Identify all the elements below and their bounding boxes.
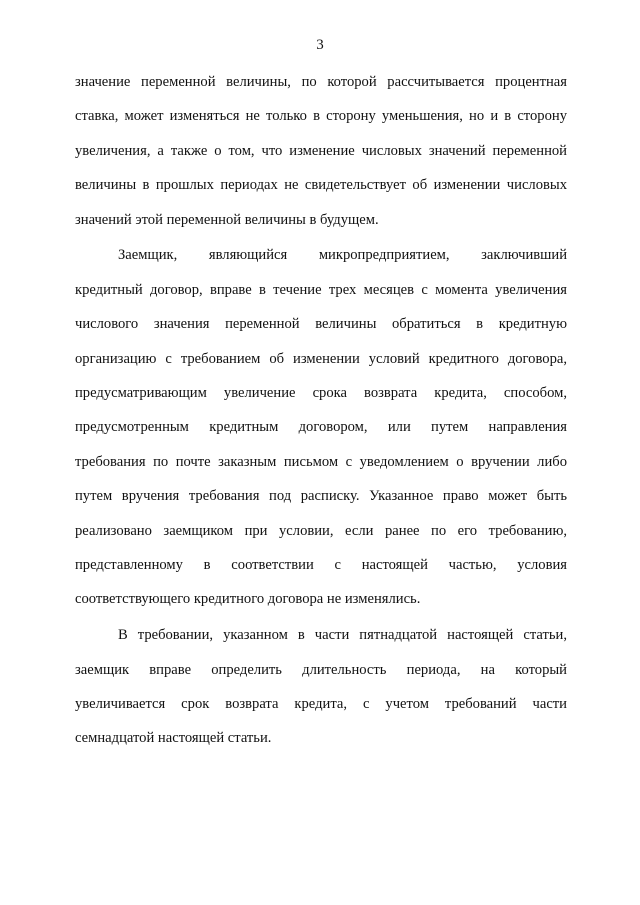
- paragraph-2-line: реализовано заемщиком при условии, если ранее по его требованию,: [75, 522, 567, 539]
- page-number: 3: [316, 37, 324, 53]
- paragraph-2-line: путем вручения требования под расписку. Указанное право может быть: [75, 488, 567, 505]
- paragraph-2-line: Заемщик, являющийся микропредприятием, заключивший: [118, 247, 567, 264]
- paragraph-2-line: требования по почте заказным письмом с уведомлением о вручении либо: [75, 453, 567, 470]
- paragraph-2-line: представленному в соответствии с настоящей частью, условия: [75, 556, 567, 573]
- paragraph-2-line: кредитный договор, вправе в течение трех месяцев с момента увеличения: [75, 281, 567, 298]
- paragraph-3-line: семнадцатой настоящей статьи.: [75, 730, 272, 747]
- paragraph-2-line: числового значения переменной величины обратиться в кредитную: [75, 316, 567, 333]
- paragraph-1-line: значений этой переменной величины в будущем.: [75, 211, 379, 228]
- paragraph-1-line: значение переменной величины, по которой рассчитывается процентная: [75, 74, 567, 90]
- paragraph-3-line: увеличивается срок возврата кредита, с учетом требований части: [75, 696, 567, 713]
- paragraph-2-line: соответствующего кредитного договора не изменялись.: [75, 591, 421, 608]
- paragraph-1-line: величины в прошлых периодах не свидетельствует об изменении числовых: [75, 177, 567, 194]
- document-body: [75, 69, 567, 760]
- paragraph-3-line: В требовании, указанном в части пятнадцатой настоящей статьи,: [118, 627, 567, 644]
- paragraph-2-line: предусматривающим увеличение срока возврата кредита, способом,: [75, 385, 567, 402]
- paragraph-2-line: предусмотренным кредитным договором, или путем направления: [75, 419, 567, 436]
- paragraph-3-line: заемщик вправе определить длительность периода, на который: [75, 661, 567, 678]
- paragraph-1-line: увеличения, а также о том, что изменение числовых значений переменной: [75, 142, 567, 159]
- paragraph-1-line: ставка, может изменяться не только в сторону уменьшения, но и в сторону: [75, 108, 567, 125]
- paragraph-2-line: организацию с требованием об изменении условий кредитного договора,: [75, 350, 567, 367]
